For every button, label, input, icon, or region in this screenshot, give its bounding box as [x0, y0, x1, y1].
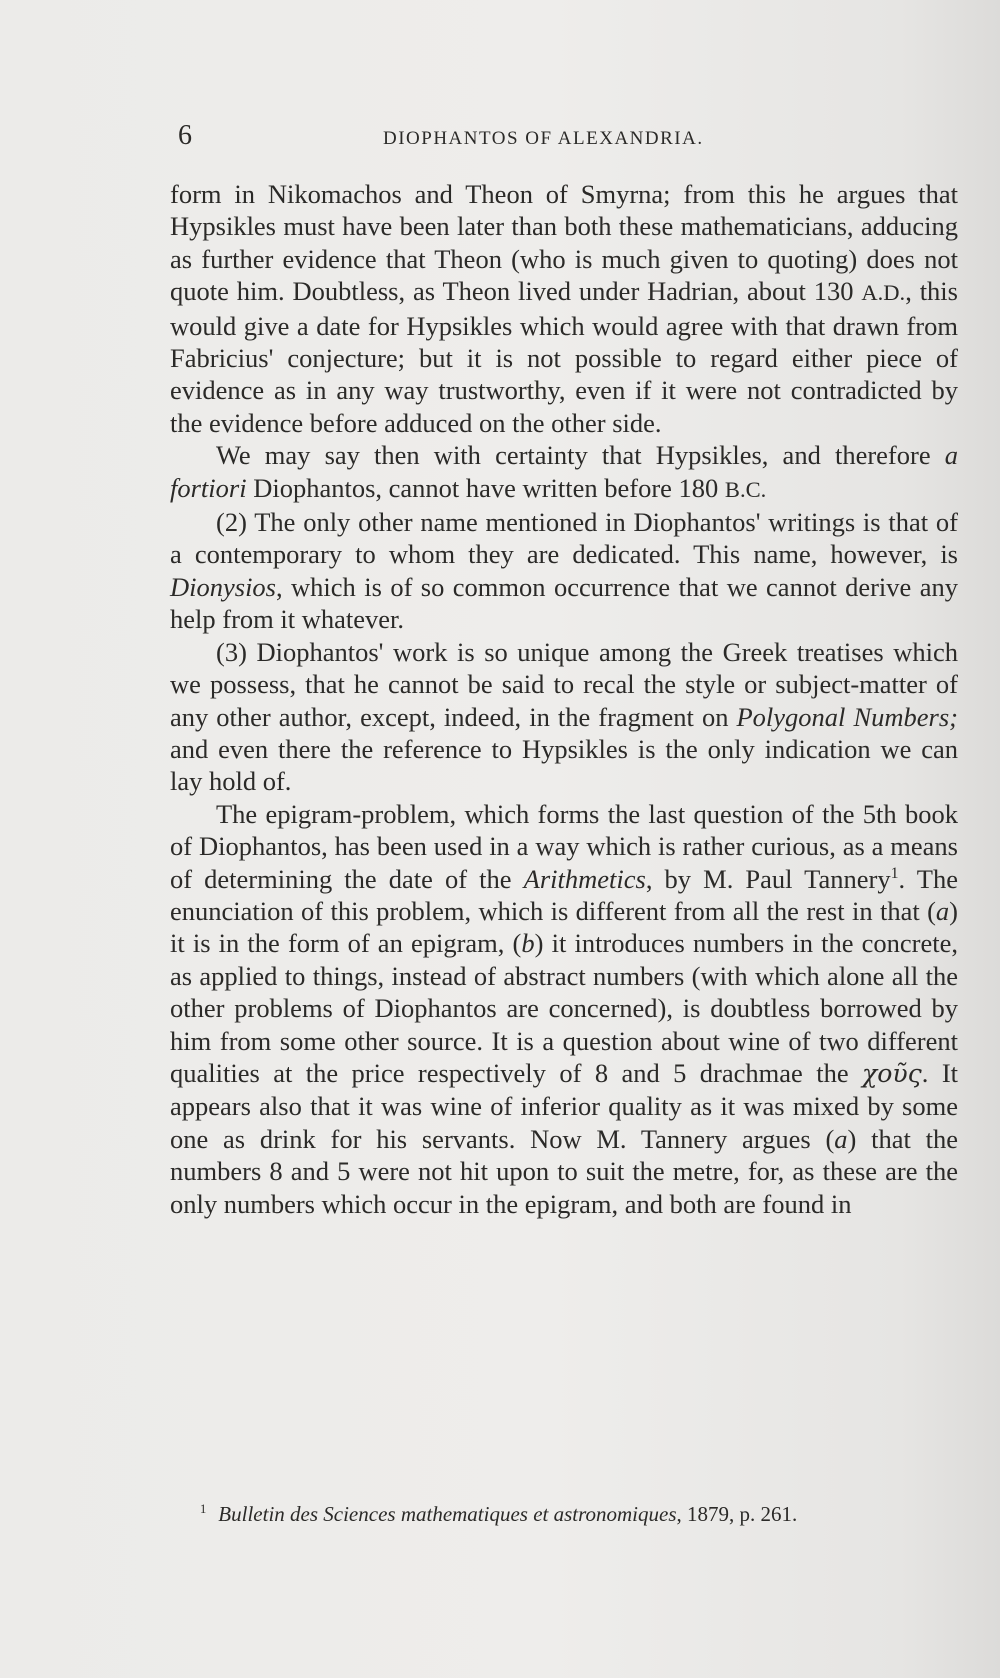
paragraph-1-text-b: , this would give a date for Hypsikles which would agree with that drawn from Fabricius' conjecture; but it is not possible to regard either piece of evidence as in any way trustworthy, even if it were not contradicted by the evidence before adduced on the other side.	[170, 276, 958, 438]
paragraph-2	[170, 439, 958, 506]
paragraph-5-text: The epigram-problem, which forms the last question of the 5th book of Diophantos, has been used in a way which is rather curious, as a means of determining the date of the	[170, 798, 958, 894]
paragraph-4-text-b: and even there the reference to Hypsikles is the only indication we can lay hold of.	[170, 733, 958, 797]
paragraph-5	[170, 798, 958, 1220]
paragraph-3	[170, 506, 958, 636]
paragraph-1	[170, 178, 958, 439]
paragraph-5-text-e: ) it introduces numbers in the concrete, as applied to things, instead of abstract numbers (with which alone all the other problems of Diophantos are concerned), is doubtless borrowed by him from some other source. It is a question about wine of two different qualities at the price respectively of 8 and 5 drachmae the	[170, 928, 959, 1088]
paragraph-1-text: form in Nikomachos and Theon of Smyrna; from this he argues that Hypsikles must have been later than both these mathematicians, adducing as further evidence that Theon (who is much given to quoting) does not quote him. Doubtless, as Theon lived under Hadrian, about 130	[170, 179, 958, 307]
paragraph-2-text-b: Diophantos, cannot have written before 180	[246, 472, 725, 503]
running-head: DIOPHANTOS OF ALEXANDRIA.	[383, 128, 704, 149]
footnote-reference[interactable]: 1	[890, 864, 899, 882]
a-fortiori-italic: a fortiori	[170, 440, 958, 503]
label-b: b	[521, 928, 535, 959]
paragraph-5-text-g: ) that the numbers 8 and 5 were not hit upon to suit the metre, for, as these are the only numbers which occur in the epigram, and both are found in	[170, 1123, 958, 1219]
paragraph-3-text-b: , which is of so common occurrence that we cannot derive any help from it whatever.	[170, 571, 958, 635]
paragraph-4-text: (3) Diophantos' work is so unique among the Greek treatises which we possess, that he cannot be said to recal the style or subject-matter of any other author, except, indeed, in the fragment on	[170, 636, 958, 732]
polygonal-numbers-italic: Polygonal Numbers;	[736, 701, 958, 732]
paragraph-5-text-c: . The enunciation of this problem, which is different from all the rest in that (	[170, 863, 958, 926]
page-header	[178, 120, 968, 160]
paragraph-2-text: We may say then with certainty that Hypsikles, and therefore	[216, 440, 945, 471]
paragraph-5-text-f: . It appears also that it was wine of inferior quality as it was mixed by some one as drink for his servants. Now M. Tannery argues (	[170, 1057, 959, 1154]
footnote-rest: , 1879, p. 261.	[676, 1502, 798, 1526]
body-text	[170, 178, 958, 1220]
era-ad: A.D.	[861, 280, 906, 306]
label-a: a	[935, 895, 950, 926]
label-a-second: a	[834, 1123, 848, 1154]
footnote-marker: 1	[200, 1502, 207, 1516]
paragraph-5-text-d: ) it is in the form of an epigram, (	[170, 895, 958, 959]
paragraph-5-text-b: , by M. Paul Tannery	[645, 863, 891, 894]
dionysios-italic: Dionysios	[170, 571, 276, 602]
paragraph-3-text: (2) The only other name mentioned in Diophantos' writings is that of a contemporary to whom they are dedicated. This name, however, is	[170, 507, 958, 570]
paragraph-4	[170, 636, 958, 798]
greek-word: χοῦς	[862, 1058, 922, 1088]
footnote-title: Bulletin des Sciences mathematiques et astronomiques	[218, 1502, 677, 1526]
page-number: 6	[178, 120, 192, 151]
footnote	[200, 1500, 960, 1528]
arithmetics-italic: Arithmetics	[523, 863, 646, 894]
era-bc: B.C.	[724, 476, 767, 502]
